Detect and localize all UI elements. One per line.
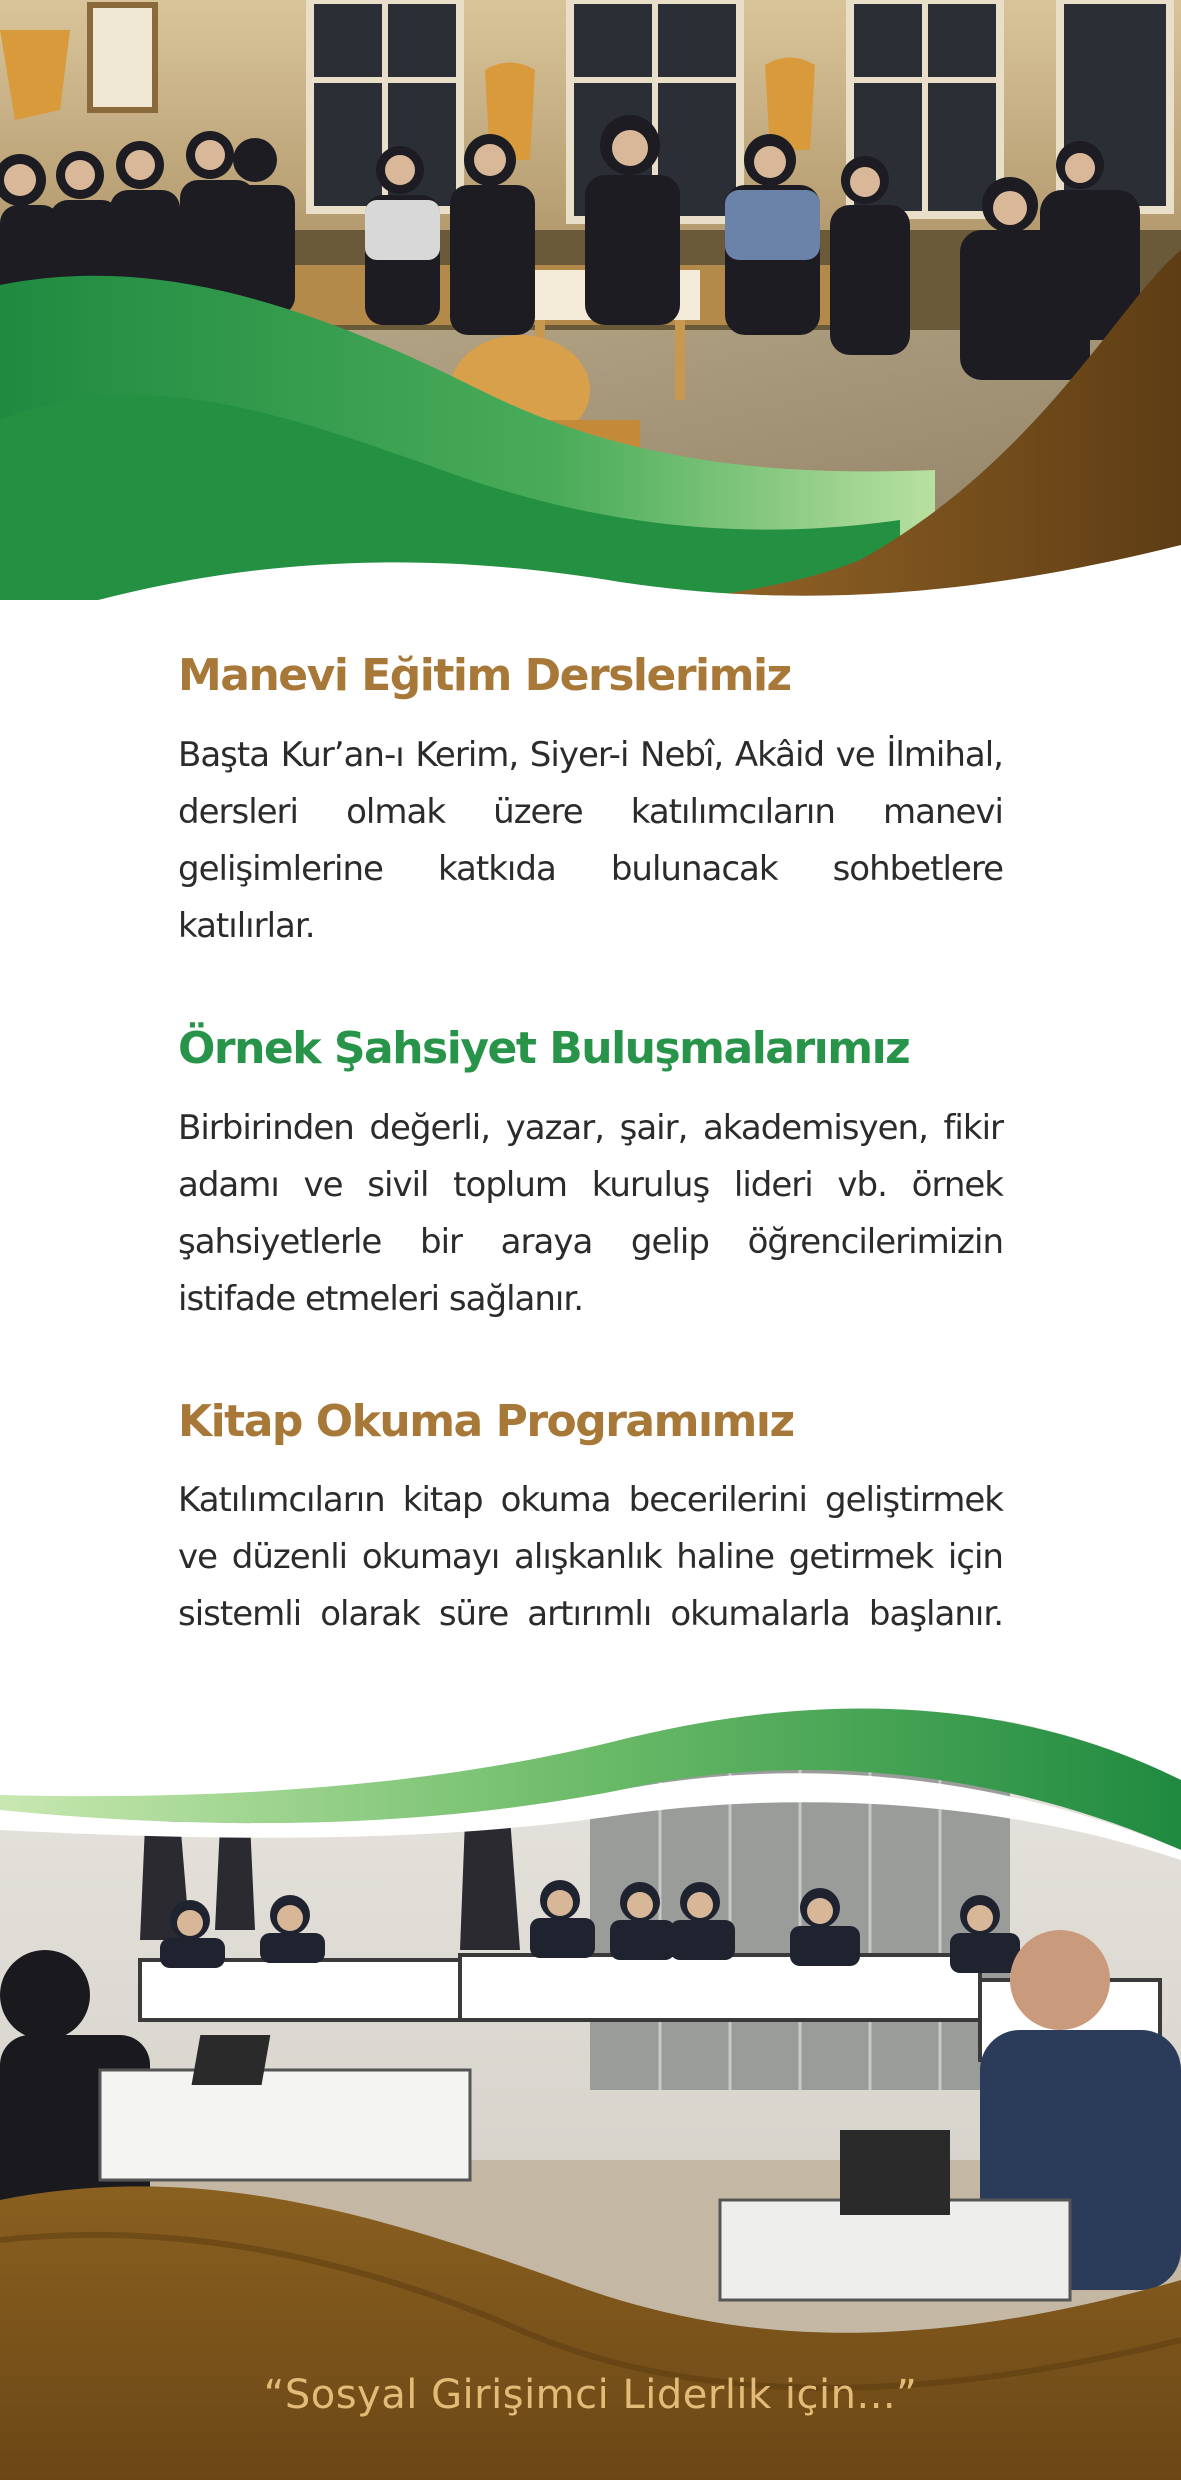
content-area — [178, 650, 1003, 1768]
section-title: Örnek Şahsiyet Buluşmalarımız — [178, 1022, 910, 1074]
top-photo — [0, 0, 1181, 600]
section-body: Katılımcıların kitap okuma becerilerini geliştirmek ve düzenli okumayı alışkanlık haline getirmek için sistemli olarak süre artırımlı okumalarla başlanır. — [178, 1480, 1003, 1635]
section-title: Manevi Eğitim Derslerimiz — [178, 650, 791, 701]
section-body: Birbirinden değerli, yazar, şair, akademisyen, fikir adamı ve sivil toplum kuruluş lideri vb. örnek şahsiyetlerle bir araya gelip öğrencilerimizin istifade etmeleri sağlanır. — [178, 1107, 1003, 1319]
section-ornek-sahsiyet — [178, 1023, 1003, 1328]
section-body: Başta Kur’an-ı Kerim, Siyer-i Nebî, Akâid ve İlmihal, dersleri olmak üzere katılımcıların manevi gelişimlerine katkıda bulunacak sohbetlere katılırlar. — [178, 734, 1003, 946]
section-manevi-egitim — [178, 650, 1003, 955]
slogan: “Sosyal Girişimci Liderlik için...” — [263, 2372, 918, 2418]
top-photo-illustration — [0, 0, 1181, 600]
bottom-photo — [0, 1640, 1181, 2480]
section-title: Kitap Okuma Programımız — [178, 1395, 794, 1447]
bottom-photo-illustration — [0, 1640, 1181, 2480]
